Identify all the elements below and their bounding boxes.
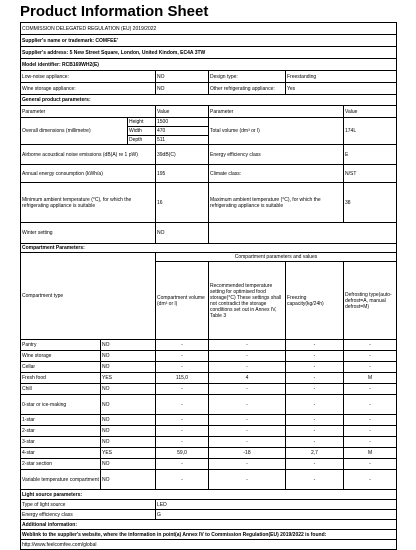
climate-class-value: N/ST bbox=[344, 165, 397, 183]
compartment-group-header: Compartment parameters and values bbox=[156, 253, 397, 262]
compartment-defrost: - bbox=[344, 415, 397, 426]
compartment-present: NO bbox=[101, 395, 156, 415]
compartment-defrost: - bbox=[344, 362, 397, 373]
total-volume-label: Total volume (dm³ or l) bbox=[209, 118, 344, 145]
weblink-value[interactable]: http://www.feelcomfee.com/global bbox=[21, 540, 397, 550]
compartment-freezing: - bbox=[286, 373, 344, 384]
compartment-freezing: - bbox=[286, 426, 344, 437]
light-type-value: LED bbox=[156, 500, 397, 510]
compartment-name: 2-star bbox=[21, 426, 101, 437]
compartment-volume: - bbox=[156, 351, 209, 362]
compartment-freezing: - bbox=[286, 362, 344, 373]
compartment-defrost: - bbox=[344, 459, 397, 470]
compartment-name: Cellar bbox=[21, 362, 101, 373]
compartment-volume: - bbox=[156, 459, 209, 470]
compartment-temperature: - bbox=[209, 351, 286, 362]
compartment-row bbox=[21, 340, 397, 351]
compartment-temperature: - bbox=[209, 384, 286, 395]
min-temperature-value: 16 bbox=[156, 183, 209, 223]
compartment-rows bbox=[21, 340, 397, 490]
climate-class-label: Climate class: bbox=[209, 165, 344, 183]
temperature-column-header: Recommended temperature setting for optimised food storage(°C) These settings shall not contradict the storage conditions set out in Annex IV, Table 3 bbox=[209, 262, 286, 340]
energy-consumption-row bbox=[21, 165, 397, 183]
compartment-temperature: - bbox=[209, 340, 286, 351]
compartment-row bbox=[21, 373, 397, 384]
model-identifier: Model identifier: RCB169WH2(E) bbox=[21, 59, 397, 71]
compartment-freezing: - bbox=[286, 470, 344, 490]
height-value: 1500 bbox=[156, 118, 209, 127]
compartment-defrost: - bbox=[344, 340, 397, 351]
compartment-freezing: - bbox=[286, 415, 344, 426]
supplier-address: Supplier's address: 5 New Street Square, London, United Kindom, EC4A 3TW bbox=[21, 47, 397, 59]
page-title: Product Information Sheet bbox=[20, 3, 209, 20]
additional-header-row bbox=[21, 520, 397, 530]
compartment-defrost: - bbox=[344, 395, 397, 415]
total-volume-value: 174L bbox=[344, 118, 397, 145]
compartment-row bbox=[21, 459, 397, 470]
compartment-present: NO bbox=[101, 459, 156, 470]
low-noise-row bbox=[21, 71, 397, 83]
winter-setting-label: Winter setting bbox=[21, 223, 156, 244]
compartment-temperature: - bbox=[209, 437, 286, 448]
compartment-row bbox=[21, 384, 397, 395]
compartment-name: Pantry bbox=[21, 340, 101, 351]
value-column-header-2: Value bbox=[344, 106, 397, 118]
compartment-present: NO bbox=[101, 362, 156, 373]
max-temperature-value: 38 bbox=[344, 183, 397, 223]
compartment-row bbox=[21, 362, 397, 373]
compartment-volume: - bbox=[156, 415, 209, 426]
regulation-row bbox=[21, 23, 397, 35]
noise-label: Airborne acoustical noise emissions (dB(A) re 1 pW) bbox=[21, 145, 156, 165]
compartment-volume: 115,0 bbox=[156, 373, 209, 384]
compartment-defrost: - bbox=[344, 426, 397, 437]
compartment-temperature: 4 bbox=[209, 373, 286, 384]
weblink-value-row bbox=[21, 540, 397, 550]
height-label: Height bbox=[128, 118, 156, 127]
compartment-present: NO bbox=[101, 351, 156, 362]
compartment-name: Chill bbox=[21, 384, 101, 395]
value-column-header: Value bbox=[156, 106, 209, 118]
dimensions-label: Overall dimensions (millimetre) bbox=[21, 118, 128, 145]
weblink-label: Weblink to the supplier's website, where the information in point(a) Annex IV to Commission Regulation(EU) 2019/2022 is found: bbox=[21, 530, 397, 540]
compartment-volume: - bbox=[156, 426, 209, 437]
supplier-address-row bbox=[21, 47, 397, 59]
compartment-volume: 59,0 bbox=[156, 448, 209, 459]
compartment-temperature: - bbox=[209, 459, 286, 470]
energy-consumption-label: Annual energy consumption (kWh/a) bbox=[21, 165, 156, 183]
winter-setting-value: NO bbox=[156, 223, 209, 244]
defrost-column-header: Defrosting type(auto-defrost=A, manual defrost=M) bbox=[344, 262, 397, 340]
compartment-defrost: - bbox=[344, 351, 397, 362]
compartment-temperature: - bbox=[209, 426, 286, 437]
compartment-name: 2-star section bbox=[21, 459, 101, 470]
compartment-name: 4-star bbox=[21, 448, 101, 459]
empty-cell bbox=[209, 223, 397, 244]
light-source-header: Light source parameters: bbox=[21, 490, 397, 500]
general-column-headers bbox=[21, 106, 397, 118]
compartment-defrost: - bbox=[344, 437, 397, 448]
compartment-temperature: - bbox=[209, 470, 286, 490]
compartment-present: NO bbox=[101, 340, 156, 351]
compartment-header-row bbox=[21, 244, 397, 253]
compartment-row bbox=[21, 437, 397, 448]
wine-storage-value: NO bbox=[156, 83, 209, 95]
compartment-row bbox=[21, 470, 397, 490]
general-parameters-header: General product parameters: bbox=[21, 95, 397, 106]
compartment-name: 1-star bbox=[21, 415, 101, 426]
compartment-name: Wine storage bbox=[21, 351, 101, 362]
compartment-group-row bbox=[21, 253, 397, 262]
design-type-label: Design type: bbox=[209, 71, 286, 83]
compartment-row bbox=[21, 448, 397, 459]
compartment-parameters-header: Compartment Parameters: bbox=[21, 244, 397, 253]
compartment-temperature: -18 bbox=[209, 448, 286, 459]
low-noise-value: NO bbox=[156, 71, 209, 83]
compartment-present: NO bbox=[101, 384, 156, 395]
compartment-present: NO bbox=[101, 426, 156, 437]
compartment-volume: - bbox=[156, 470, 209, 490]
compartment-type-header: Compartment type bbox=[21, 253, 156, 340]
compartment-freezing: - bbox=[286, 384, 344, 395]
other-appliance-label: Other refrigerating appliance: bbox=[209, 83, 286, 95]
compartment-volume: - bbox=[156, 384, 209, 395]
compartment-temperature: - bbox=[209, 415, 286, 426]
height-row bbox=[21, 118, 397, 127]
information-table bbox=[20, 22, 397, 550]
weblink-label-row bbox=[21, 530, 397, 540]
compartment-volume: - bbox=[156, 395, 209, 415]
noise-value: 39dB(C) bbox=[156, 145, 209, 165]
compartment-temperature: - bbox=[209, 395, 286, 415]
compartment-row bbox=[21, 351, 397, 362]
energy-consumption-value: 195 bbox=[156, 165, 209, 183]
light-class-row bbox=[21, 510, 397, 520]
min-temperature-label: Minimum ambient temperature (°C), for which the refrigerating appliance is suitable bbox=[21, 183, 156, 223]
depth-label: Depth bbox=[128, 136, 156, 145]
compartment-freezing: - bbox=[286, 395, 344, 415]
ambient-temperature-row bbox=[21, 183, 397, 223]
low-noise-label: Low-noise appliance: bbox=[21, 71, 156, 83]
compartment-freezing: - bbox=[286, 459, 344, 470]
parameter-column-header-2: Parameter bbox=[209, 106, 344, 118]
compartment-defrost: - bbox=[344, 384, 397, 395]
compartment-freezing: - bbox=[286, 340, 344, 351]
compartment-name: Variable temperature compartment bbox=[21, 470, 101, 490]
light-type-row bbox=[21, 500, 397, 510]
compartment-row bbox=[21, 415, 397, 426]
compartment-freezing: 2,7 bbox=[286, 448, 344, 459]
design-type-value: Freestanding bbox=[286, 71, 397, 83]
supplier-name-row bbox=[21, 35, 397, 47]
regulation-text: COMMISSION DELEGATED REGULATION (EU) 2019/2022 bbox=[21, 23, 397, 35]
compartment-defrost: M bbox=[344, 373, 397, 384]
noise-row bbox=[21, 145, 397, 165]
general-header-row bbox=[21, 95, 397, 106]
model-identifier-row bbox=[21, 59, 397, 71]
freezing-column-header: Freezing capacity(kg/24h) bbox=[286, 262, 344, 340]
compartment-volume: - bbox=[156, 437, 209, 448]
width-label: Width bbox=[128, 127, 156, 136]
light-header-row bbox=[21, 490, 397, 500]
compartment-defrost: M bbox=[344, 448, 397, 459]
light-class-value: G bbox=[156, 510, 397, 520]
compartment-defrost: - bbox=[344, 470, 397, 490]
additional-information-header: Additional information: bbox=[21, 520, 397, 530]
compartment-row bbox=[21, 395, 397, 415]
winter-setting-row bbox=[21, 223, 397, 244]
compartment-freezing: - bbox=[286, 437, 344, 448]
light-class-label: Energy efficiency class bbox=[21, 510, 156, 520]
compartment-name: 0-star or ice-making bbox=[21, 395, 101, 415]
compartment-present: YES bbox=[101, 448, 156, 459]
compartment-present: NO bbox=[101, 415, 156, 426]
volume-column-header: Compartment volume (dm³ or l) bbox=[156, 262, 209, 340]
max-temperature-label: Maximum ambient temperature (°C), for which the refrigerating appliance is suitable bbox=[209, 183, 344, 223]
depth-value: 511 bbox=[156, 136, 209, 145]
compartment-present: NO bbox=[101, 470, 156, 490]
compartment-name: Fresh food bbox=[21, 373, 101, 384]
compartment-row bbox=[21, 426, 397, 437]
compartment-temperature: - bbox=[209, 362, 286, 373]
parameter-column-header: Parameter bbox=[21, 106, 156, 118]
compartment-name: 3-star bbox=[21, 437, 101, 448]
compartment-volume: - bbox=[156, 362, 209, 373]
efficiency-class-label: Energy efficiency class bbox=[209, 145, 344, 165]
compartment-freezing: - bbox=[286, 351, 344, 362]
wine-storage-label: Wine storage appliance: bbox=[21, 83, 156, 95]
compartment-present: NO bbox=[101, 437, 156, 448]
wine-storage-row bbox=[21, 83, 397, 95]
compartment-volume: - bbox=[156, 340, 209, 351]
efficiency-class-value: E bbox=[344, 145, 397, 165]
other-appliance-value: Yes bbox=[286, 83, 397, 95]
light-type-label: Type of light source bbox=[21, 500, 156, 510]
width-value: 470 bbox=[156, 127, 209, 136]
compartment-present: YES bbox=[101, 373, 156, 384]
supplier-name: Supplier's name or trademark: COMFEE' bbox=[21, 35, 397, 47]
